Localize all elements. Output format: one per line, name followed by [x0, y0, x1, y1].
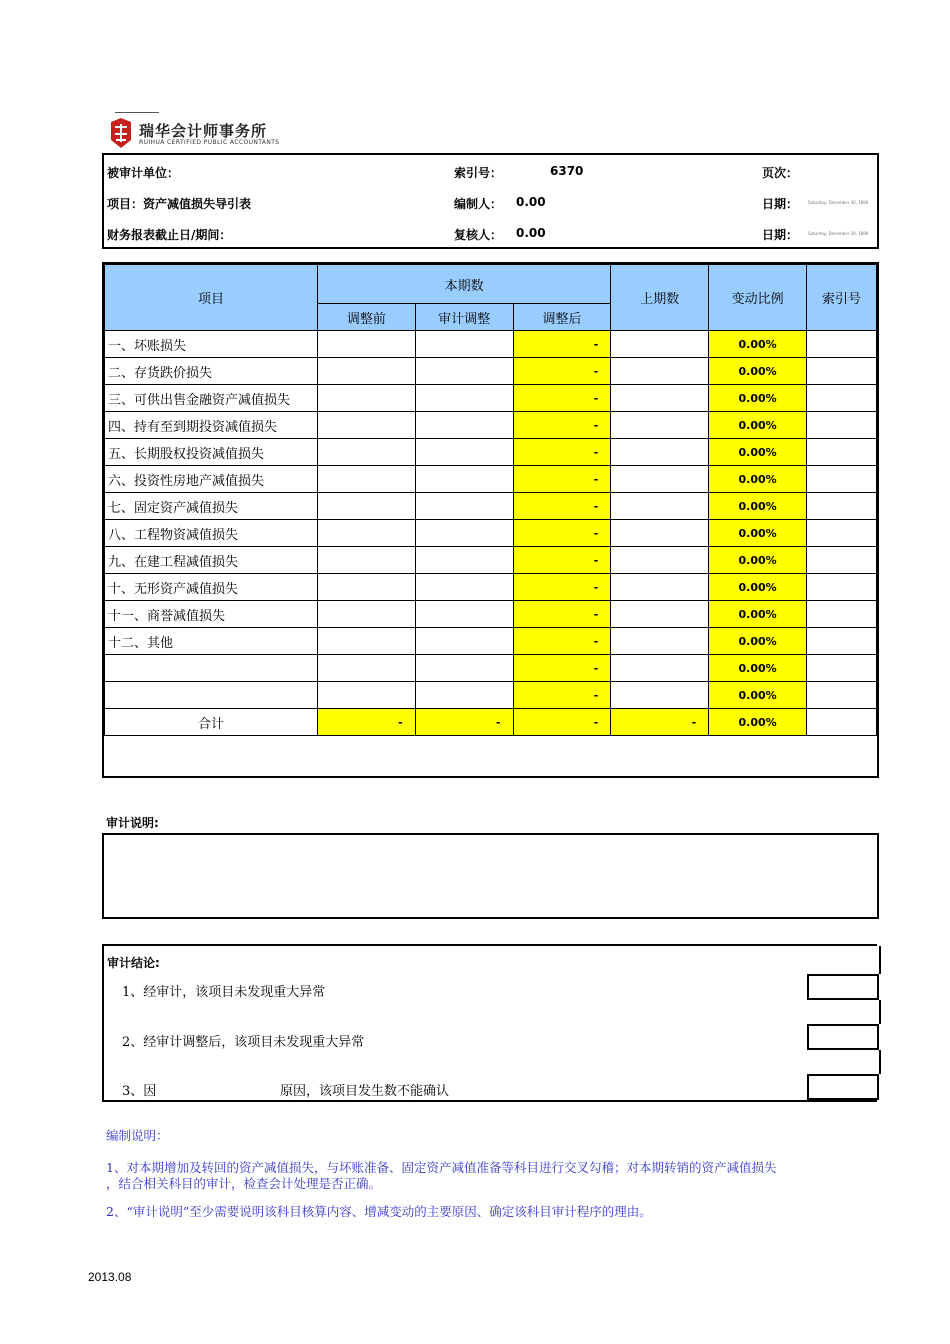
row-before-adj-cell[interactable] [317, 520, 415, 547]
row-audit-adj-cell[interactable] [415, 547, 513, 574]
row-audit-adj-cell[interactable] [415, 331, 513, 358]
firm-logo [109, 112, 349, 152]
row-index-cell[interactable] [807, 358, 877, 385]
logo-rule [115, 112, 159, 113]
row-item-label: 九、在建工程减值损失 [105, 547, 318, 574]
row-audit-adj-cell[interactable] [415, 601, 513, 628]
row-before-adj-cell[interactable] [317, 412, 415, 439]
row-change-ratio-cell: 0.00% [709, 493, 807, 520]
row-after-adj-cell: - [513, 574, 611, 601]
total-audit-adj: - [415, 709, 513, 736]
date-value-2: Saturday, December 30, 1899 [808, 231, 869, 236]
page-label: 页次： [762, 166, 799, 180]
row-change-ratio-cell: 0.00% [709, 520, 807, 547]
row-after-adj-cell: - [513, 466, 611, 493]
date-label-1: 日期： [762, 197, 799, 211]
row-prior-cell[interactable] [611, 601, 709, 628]
row-audit-adj-cell[interactable] [415, 385, 513, 412]
row-index-cell[interactable] [807, 520, 877, 547]
row-prior-cell[interactable] [611, 655, 709, 682]
table-row [105, 493, 877, 520]
row-before-adj-cell[interactable] [317, 331, 415, 358]
col-header-current: 本期数 [317, 265, 610, 304]
total-change-ratio: 0.00% [709, 709, 807, 736]
row-item-label: 十、无形资产减值损失 [105, 574, 318, 601]
row-before-adj-cell[interactable] [317, 628, 415, 655]
row-change-ratio-cell: 0.00% [709, 412, 807, 439]
row-change-ratio-cell: 0.00% [709, 385, 807, 412]
row-index-cell[interactable] [807, 331, 877, 358]
conclusion-label: 审计结论: [107, 956, 160, 970]
row-item-label: 八、工程物资减值损失 [105, 520, 318, 547]
row-item-label: 二、存货跌价损失 [105, 358, 318, 385]
preparer-label: 编制人： [454, 197, 503, 211]
row-index-cell[interactable] [807, 682, 877, 709]
row-prior-cell[interactable] [611, 574, 709, 601]
table-row [105, 655, 877, 682]
table-row [105, 466, 877, 493]
impairment-table [104, 264, 877, 736]
conclusion-border-seg [879, 946, 881, 974]
row-prior-cell[interactable] [611, 520, 709, 547]
row-item-label: 一、坏账损失 [105, 331, 318, 358]
conclusion-item-3b: 原因，该项目发生数不能确认 [280, 1084, 450, 1099]
col-header-change-ratio: 变动比例 [709, 265, 807, 331]
row-after-adj-cell: - [513, 601, 611, 628]
table-row [105, 520, 877, 547]
row-change-ratio-cell: 0.00% [709, 331, 807, 358]
row-audit-adj-cell[interactable] [415, 466, 513, 493]
reviewer-value: 0.00 [516, 226, 546, 240]
row-after-adj-cell: - [513, 628, 611, 655]
row-change-ratio-cell: 0.00% [709, 439, 807, 466]
note-2: 2、“审计说明”至少需要说明该科目核算内容、增减变动的主要原因、确定该科目审计程序的理由。 [106, 1204, 652, 1219]
row-prior-cell[interactable] [611, 628, 709, 655]
col-header-after-adj: 调整后 [513, 304, 611, 331]
conclusion-border-seg [879, 1000, 881, 1024]
row-index-cell[interactable] [807, 628, 877, 655]
impairment-table-frame [102, 262, 879, 778]
row-after-adj-cell: - [513, 331, 611, 358]
total-after-adj: - [513, 709, 611, 736]
total-before-adj: - [317, 709, 415, 736]
auditee-label: 被审计单位： [107, 166, 180, 180]
row-after-adj-cell: - [513, 520, 611, 547]
row-prior-cell[interactable] [611, 331, 709, 358]
row-before-adj-cell[interactable] [317, 358, 415, 385]
row-item-label [105, 682, 318, 709]
table-row [105, 412, 877, 439]
audit-explanation-box[interactable] [102, 833, 879, 919]
date-label-2: 日期： [762, 228, 799, 242]
notes-title: 编制说明： [106, 1128, 169, 1143]
row-index-cell[interactable] [807, 493, 877, 520]
row-item-label: 五、长期股权投资减值损失 [105, 439, 318, 466]
row-before-adj-cell[interactable] [317, 601, 415, 628]
row-change-ratio-cell: 0.00% [709, 574, 807, 601]
row-item-label: 六、投资性房地产减值损失 [105, 466, 318, 493]
row-before-adj-cell[interactable] [317, 493, 415, 520]
row-item-label: 四、持有至到期投资减值损失 [105, 412, 318, 439]
row-audit-adj-cell[interactable] [415, 412, 513, 439]
row-prior-cell[interactable] [611, 412, 709, 439]
row-item-label: 三、可供出售金融资产减值损失 [105, 385, 318, 412]
row-item-label: 十二、其他 [105, 628, 318, 655]
col-header-item: 项目 [105, 265, 318, 331]
row-index-cell[interactable] [807, 574, 877, 601]
firm-name-cn: 瑞华会计师事务所 [139, 122, 268, 140]
table-row [105, 547, 877, 574]
row-change-ratio-cell: 0.00% [709, 655, 807, 682]
table-row [105, 385, 877, 412]
row-index-cell[interactable] [807, 412, 877, 439]
row-after-adj-cell: - [513, 655, 611, 682]
row-item-label [105, 655, 318, 682]
row-prior-cell[interactable] [611, 385, 709, 412]
row-prior-cell[interactable] [611, 682, 709, 709]
table-row [105, 682, 877, 709]
total-prior: - [611, 709, 709, 736]
col-header-audit-adj: 审计调整 [415, 304, 513, 331]
row-after-adj-cell: - [513, 682, 611, 709]
conclusion-checkbox-2[interactable] [807, 1024, 879, 1050]
row-change-ratio-cell: 0.00% [709, 682, 807, 709]
row-audit-adj-cell[interactable] [415, 493, 513, 520]
audit-explanation-label: 审计说明: [106, 816, 159, 830]
row-index-cell[interactable] [807, 601, 877, 628]
row-audit-adj-cell[interactable] [415, 358, 513, 385]
conclusion-border-seg [879, 1050, 881, 1074]
row-prior-cell[interactable] [611, 358, 709, 385]
row-before-adj-cell[interactable] [317, 547, 415, 574]
period-label: 财务报表截止日/期间： [107, 228, 232, 242]
conclusion-checkbox-3[interactable] [807, 1074, 879, 1100]
row-before-adj-cell[interactable] [317, 466, 415, 493]
note-1-line-2: ，结合相关科目的审计，检查会计处理是否正确。 [106, 1176, 382, 1191]
project-label: 项目：资产减值损失导引表 [107, 197, 252, 211]
row-after-adj-cell: - [513, 547, 611, 574]
total-row [105, 709, 877, 736]
row-before-adj-cell[interactable] [317, 682, 415, 709]
table-row [105, 601, 877, 628]
form-version: 2013.08 [88, 1270, 132, 1284]
row-index-cell[interactable] [807, 547, 877, 574]
firm-emblem-icon [109, 118, 133, 148]
row-after-adj-cell: - [513, 493, 611, 520]
row-prior-cell[interactable] [611, 466, 709, 493]
row-after-adj-cell: - [513, 412, 611, 439]
row-before-adj-cell[interactable] [317, 574, 415, 601]
row-index-cell[interactable] [807, 466, 877, 493]
row-after-adj-cell: - [513, 358, 611, 385]
row-audit-adj-cell[interactable] [415, 682, 513, 709]
table-row [105, 574, 877, 601]
row-change-ratio-cell: 0.00% [709, 358, 807, 385]
row-after-adj-cell: - [513, 439, 611, 466]
row-before-adj-cell[interactable] [317, 655, 415, 682]
row-index-cell[interactable] [807, 655, 877, 682]
index-value: 6370 [550, 164, 584, 178]
index-label: 索引号： [454, 166, 503, 180]
conclusion-item-3a: 3、因 [122, 1084, 157, 1099]
table-row [105, 358, 877, 385]
preparer-value: 0.00 [516, 195, 546, 209]
table-row [105, 628, 877, 655]
row-index-cell[interactable] [807, 439, 877, 466]
audit-conclusion [102, 944, 877, 1102]
row-after-adj-cell: - [513, 385, 611, 412]
row-audit-adj-cell[interactable] [415, 655, 513, 682]
total-index-cell[interactable] [807, 709, 877, 736]
row-audit-adj-cell[interactable] [415, 439, 513, 466]
row-before-adj-cell[interactable] [317, 439, 415, 466]
row-before-adj-cell[interactable] [317, 385, 415, 412]
row-change-ratio-cell: 0.00% [709, 628, 807, 655]
table-row [105, 331, 877, 358]
row-index-cell[interactable] [807, 385, 877, 412]
reviewer-label: 复核人： [454, 228, 503, 242]
row-item-label: 七、固定资产减值损失 [105, 493, 318, 520]
row-change-ratio-cell: 0.00% [709, 601, 807, 628]
conclusion-item-1: 1、经审计，该项目未发现重大异常 [122, 985, 326, 1000]
row-prior-cell[interactable] [611, 493, 709, 520]
row-prior-cell[interactable] [611, 547, 709, 574]
table-row [105, 439, 877, 466]
date-value-1: Saturday, December 30, 1899 [808, 200, 869, 205]
col-header-before-adj: 调整前 [317, 304, 415, 331]
row-audit-adj-cell[interactable] [415, 574, 513, 601]
note-1-line-1: 1、对本期增加及转回的资产减值损失，与坏账准备、固定资产减值准备等科目进行交叉勾稽；对本期转销的资产减值损失 [106, 1160, 777, 1175]
workpaper-header [102, 153, 879, 249]
conclusion-checkbox-1[interactable] [807, 974, 879, 1000]
total-label: 合计 [105, 709, 318, 736]
row-audit-adj-cell[interactable] [415, 520, 513, 547]
row-change-ratio-cell: 0.00% [709, 547, 807, 574]
col-header-prior: 上期数 [611, 265, 709, 331]
row-audit-adj-cell[interactable] [415, 628, 513, 655]
row-prior-cell[interactable] [611, 439, 709, 466]
firm-name-en: RUIHUA CERTIFIED PUBLIC ACCOUNTANTS [139, 139, 280, 146]
row-change-ratio-cell: 0.00% [709, 466, 807, 493]
row-item-label: 十一、商誉减值损失 [105, 601, 318, 628]
conclusion-item-2: 2、经审计调整后，该项目未发现重大异常 [122, 1035, 365, 1050]
col-header-index: 索引号 [807, 265, 877, 331]
